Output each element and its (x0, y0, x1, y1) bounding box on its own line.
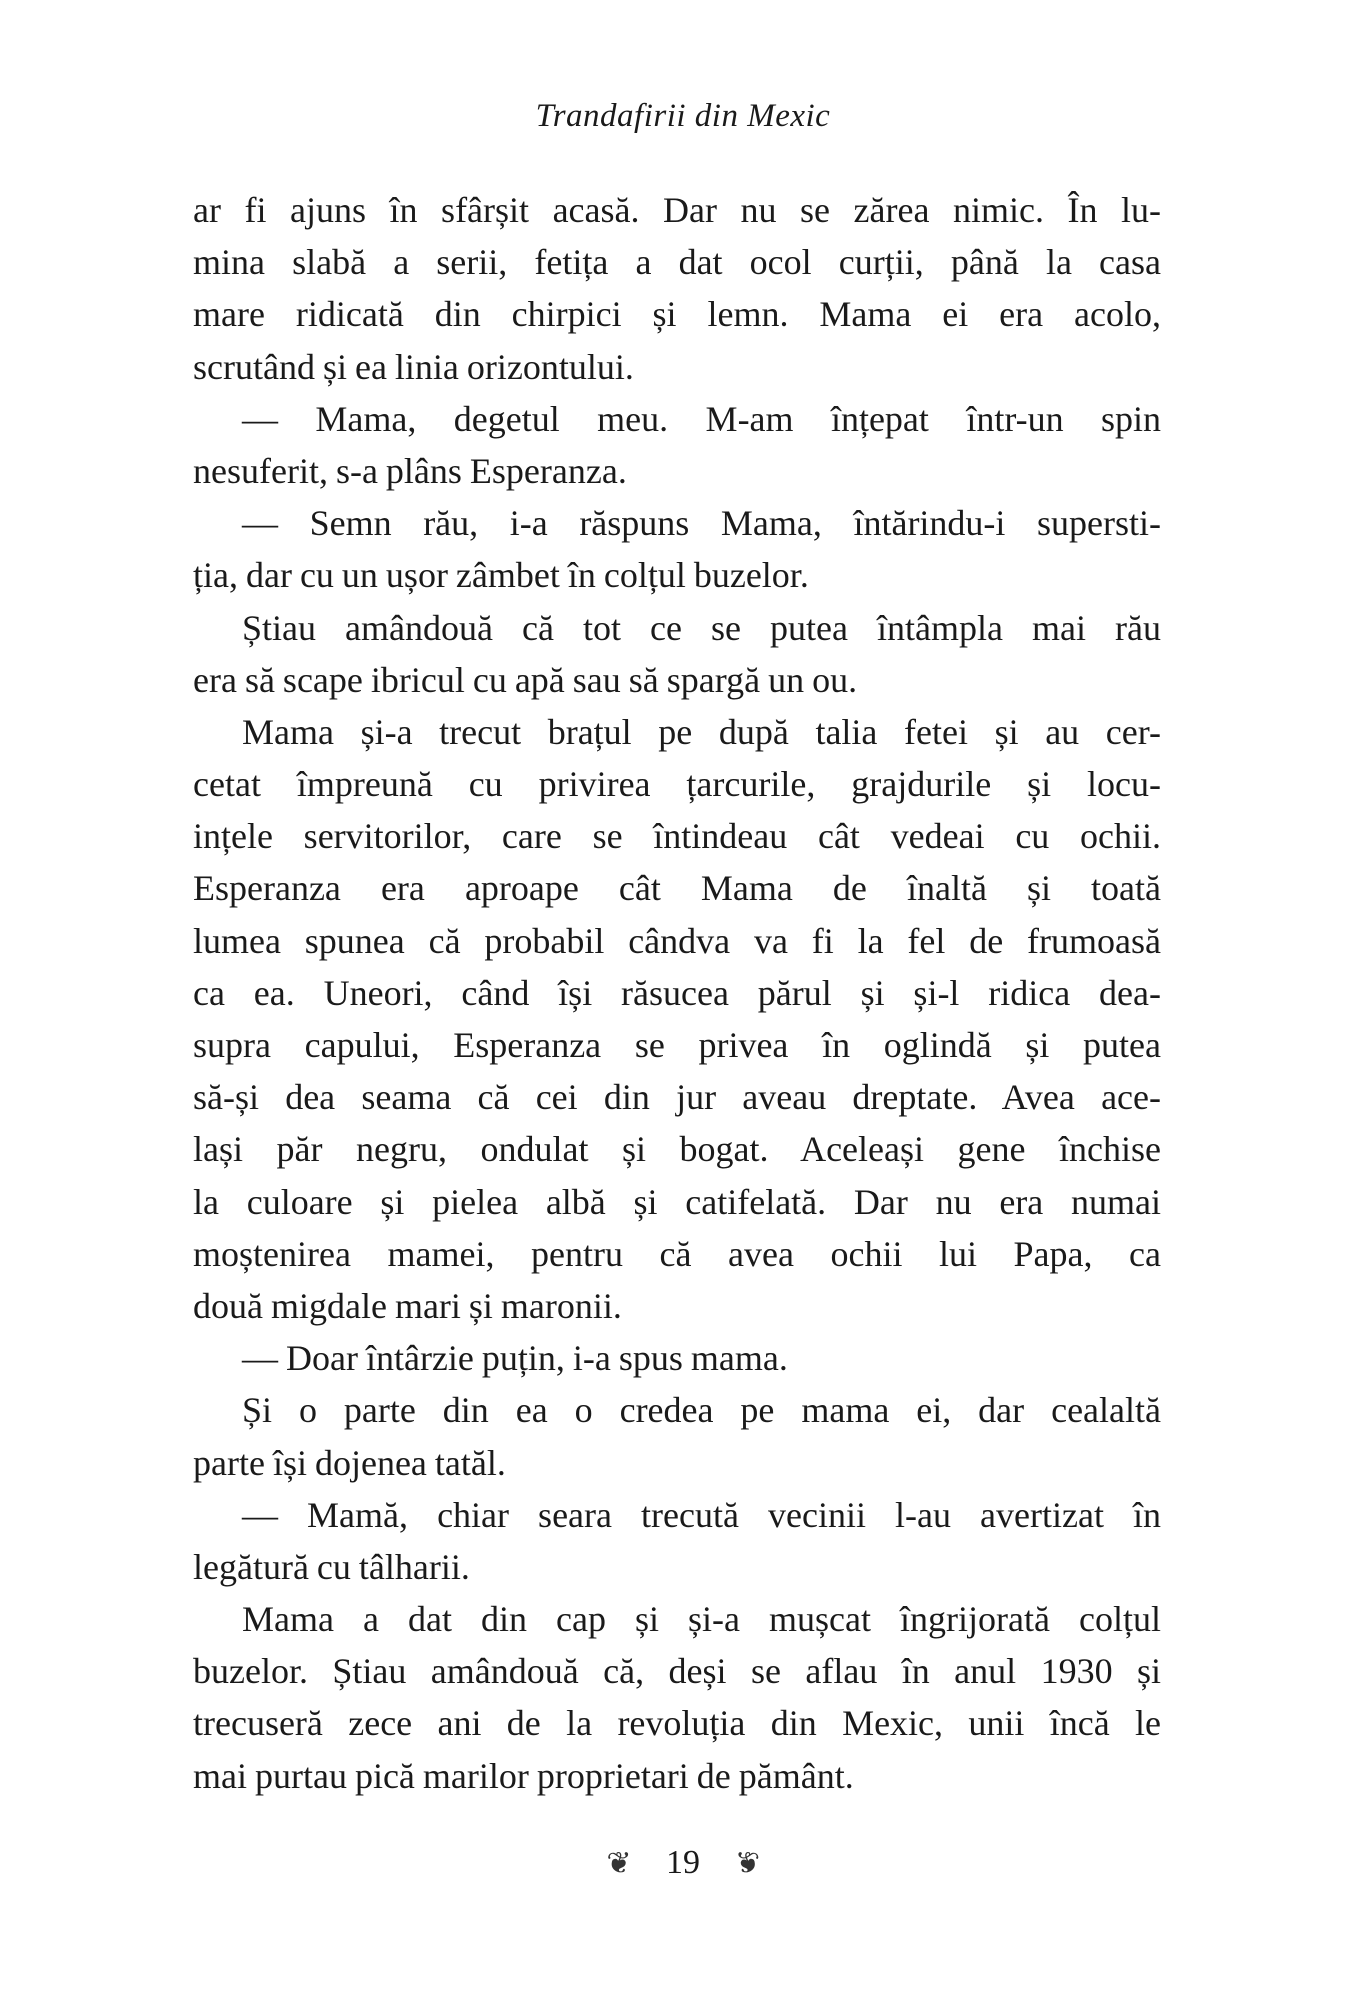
text-line: era să scape ibricul cu apă sau să spargă un ou. (193, 659, 858, 700)
text-line: nesuferit, s-a plâns Esperanza. (193, 450, 627, 491)
text-line: — Doar întârzie puțin, i-a spus mama. (242, 1338, 788, 1379)
fleuron-right-icon: ❦ (734, 1846, 760, 1880)
text-line: — Mama, degetul meu. M-am înțepat într-un spin (242, 398, 1161, 439)
text-line: buzelor. Știau amândouă că, deși se aflau în anul 1930 și (193, 1651, 1161, 1692)
text-line: la culoare și pielea albă și catifelată. Dar nu era numai (193, 1181, 1161, 1222)
text-line: lumea spunea că probabil cândva va fi la fel de frumoasă (193, 920, 1161, 961)
text-line: să-și dea seama că cei din jur aveau dreptate. Avea ace- (193, 1077, 1161, 1118)
text-line: moștenirea mamei, pentru că avea ochii lui Papa, ca (193, 1233, 1161, 1274)
text-line: parte își dojenea tatăl. (193, 1442, 506, 1483)
text-line: — Mamă, chiar seara trecută vecinii l-au avertizat în (242, 1494, 1161, 1535)
text-line: Știau amândouă că tot ce se putea întâmpla mai rău (242, 607, 1161, 648)
text-line: două migdale mari și maronii. (193, 1285, 622, 1326)
text-line: ția, dar cu un ușor zâmbet în colțul buzelor. (193, 555, 809, 596)
text-line: scrutând și ea linia orizontului. (193, 346, 634, 387)
text-line: mare ridicată din chirpici și lemn. Mama ei era acolo, (193, 294, 1161, 335)
text-line: lași păr negru, ondulat și bogat. Aceleași gene închise (193, 1129, 1161, 1170)
text-line: trecuseră zece ani de la revoluția din Mexic, unii încă le (193, 1703, 1161, 1744)
text-line: legătură cu tâlharii. (193, 1546, 470, 1587)
text-line: Esperanza era aproape cât Mama de înaltă și toată (193, 868, 1161, 909)
text-line: — Semn rău, i-a răspuns Mama, întărindu-i supersti- (242, 503, 1161, 544)
running-head: Trandafirii din Mexic (535, 98, 831, 134)
fleuron-left-icon: ❦ (606, 1846, 632, 1880)
text-line: ca ea. Uneori, când își răsucea părul și și-l ridica dea- (193, 972, 1161, 1013)
body-text (193, 184, 1161, 1802)
text-line: Mama și-a trecut brațul pe după talia fetei și au cer- (242, 711, 1161, 752)
text-line: supra capului, Esperanza se privea în oglindă și putea (193, 1025, 1161, 1065)
text-line: mina slabă a serii, fetița a dat ocol curții, până la casa (193, 242, 1161, 283)
page-number: 19 (666, 1844, 700, 1882)
text-line: cetat împreună cu privirea țarcurile, grajdurile și locu- (193, 764, 1161, 805)
text-line: Și o parte din ea o credea pe mama ei, dar cealaltă (242, 1390, 1161, 1431)
text-line: ințele servitorilor, care se întindeau cât vedeai cu ochii. (193, 816, 1161, 857)
text-line: Mama a dat din cap și și-a mușcat îngrijorată colțul (242, 1599, 1161, 1640)
text-line: ar fi ajuns în sfârșit acasă. Dar nu se zărea nimic. În lu- (193, 190, 1161, 230)
folio (0, 1842, 1366, 1882)
text-line: mai purtau pică marilor proprietari de pământ. (193, 1755, 854, 1796)
